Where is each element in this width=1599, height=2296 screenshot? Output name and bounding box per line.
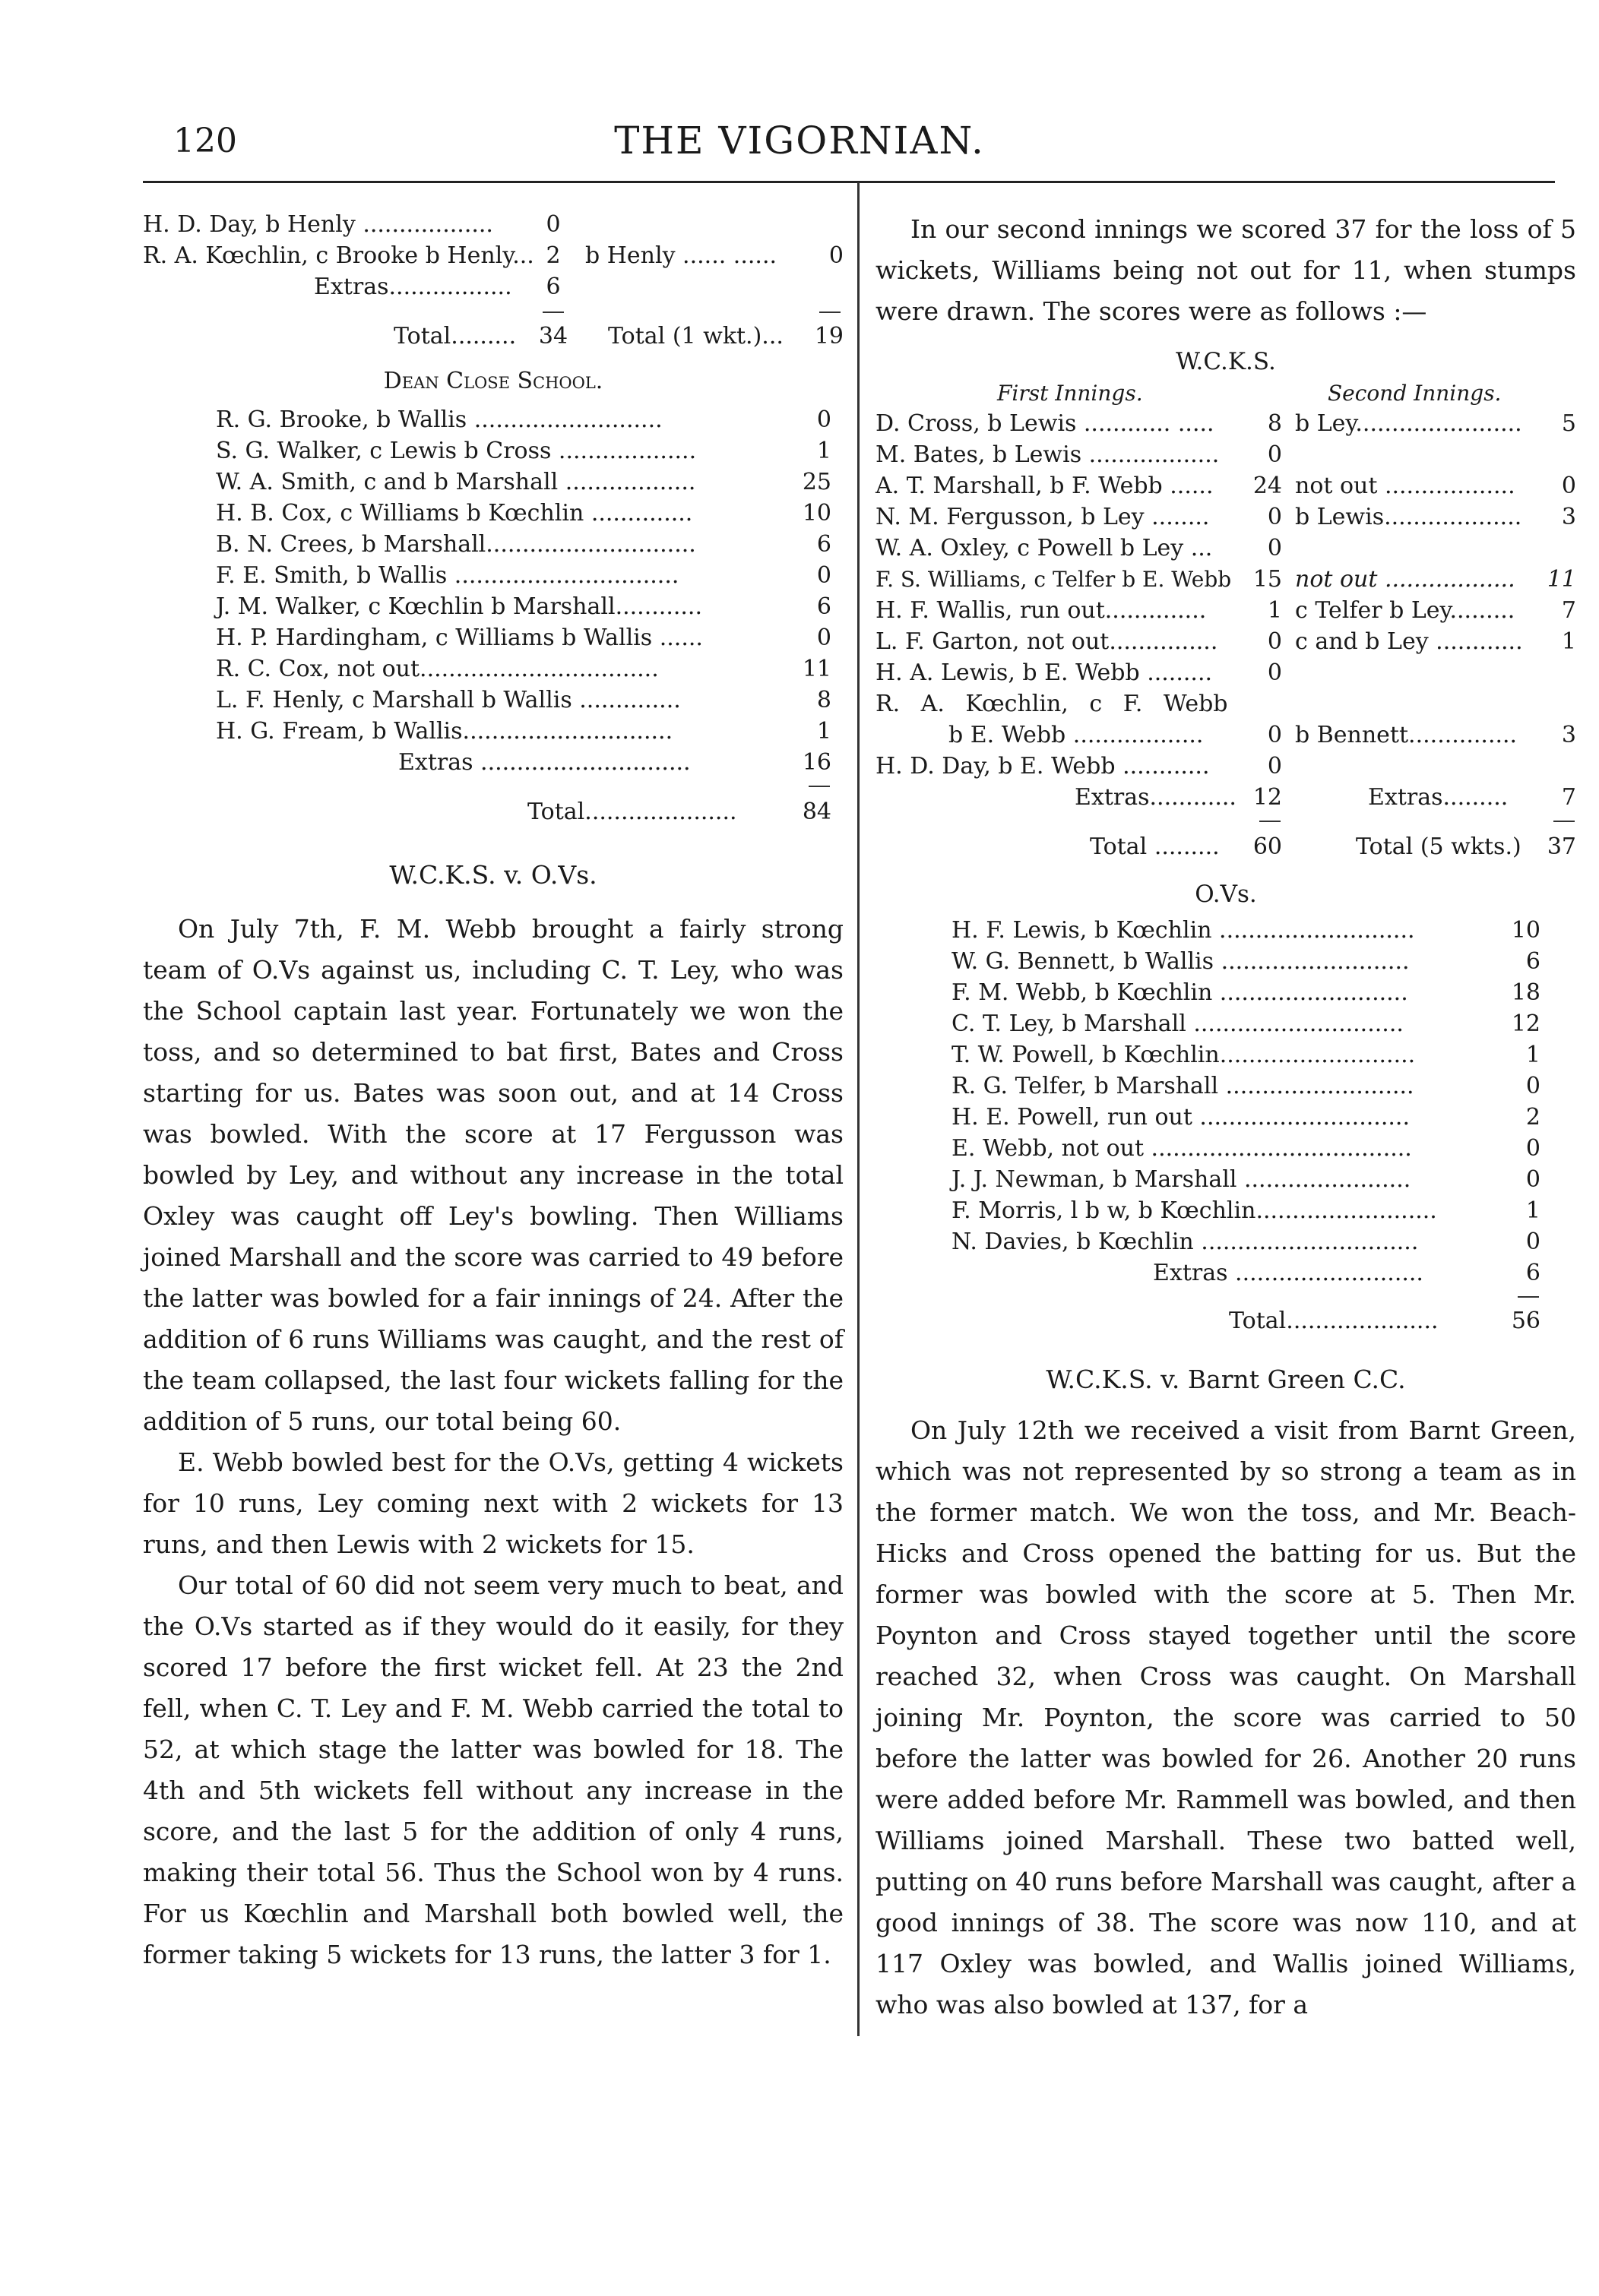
batsman: F. Morris, l b w, b Kœchlin......................... bbox=[951, 1197, 1437, 1224]
carry-over-scores bbox=[143, 209, 844, 354]
right-column bbox=[875, 209, 1576, 2026]
runs: 1 bbox=[1525, 1197, 1540, 1224]
batsman: R. C. Cox, not out................................. bbox=[216, 656, 659, 682]
batsman: J. J. Newman, b Marshall ....................... bbox=[951, 1166, 1411, 1193]
sum-rule bbox=[809, 786, 830, 787]
rule-row bbox=[875, 813, 1576, 830]
total2-runs: 19 bbox=[814, 323, 844, 349]
second-runs: 7 bbox=[1561, 784, 1576, 811]
batsman: W. A. Smith, c and b Marshall .................. bbox=[216, 469, 696, 495]
second-innings-label: Second Innings. bbox=[1328, 381, 1502, 406]
score-row bbox=[951, 1257, 1540, 1289]
runs: 12 bbox=[1511, 1010, 1540, 1037]
total-row bbox=[951, 1304, 1540, 1339]
score-row bbox=[951, 1039, 1540, 1071]
total-label: Total..................... bbox=[1229, 1308, 1439, 1334]
runs: 25 bbox=[802, 469, 831, 495]
score-row bbox=[951, 915, 1540, 946]
sum-rule bbox=[1259, 821, 1281, 822]
runs: 6 bbox=[1525, 1260, 1540, 1286]
second-runs: 3 bbox=[1561, 504, 1576, 530]
batsman: W. A. Oxley, c Powell b Ley ... bbox=[875, 535, 1213, 561]
page-title: THE VIGORNIAN. bbox=[614, 119, 985, 163]
batsman: N. Davies, b Kœchlin .............................. bbox=[951, 1229, 1419, 1255]
score-row bbox=[143, 240, 844, 271]
sum-rule bbox=[819, 312, 841, 313]
rule-row bbox=[216, 778, 831, 793]
score-row bbox=[951, 1008, 1540, 1039]
runs: 0 bbox=[1267, 753, 1282, 780]
batsman: H. A. Lewis, b E. Webb ......... bbox=[875, 659, 1213, 686]
total2-label: Total (5 wkts.) bbox=[1356, 833, 1521, 860]
second-extras-label: Extras......... bbox=[1368, 784, 1509, 811]
sum-rule bbox=[1553, 821, 1575, 822]
runs: 0 bbox=[1267, 441, 1282, 468]
second-innings: not out .................. bbox=[1295, 473, 1515, 499]
wcks-heading: W.C.K.S. bbox=[1176, 348, 1276, 375]
rule-row bbox=[143, 302, 844, 319]
runs: 6 bbox=[816, 531, 831, 558]
batsman: D. Cross, b Lewis ............ ..... bbox=[875, 410, 1214, 437]
runs: 0 bbox=[1267, 504, 1282, 530]
batsman: M. Bates, b Lewis .................. bbox=[875, 441, 1220, 468]
score-row bbox=[216, 622, 831, 653]
batsman: E. Webb, not out .................................... bbox=[951, 1135, 1412, 1162]
score-row bbox=[875, 751, 1576, 782]
batsman: H. B. Cox, c Williams b Kœchlin .............. bbox=[216, 500, 693, 527]
score-row bbox=[143, 209, 844, 240]
page-number: 120 bbox=[173, 122, 237, 160]
innings-labels bbox=[875, 379, 1576, 408]
batsman: L. F. Henly, c Marshall b Wallis .............. bbox=[216, 687, 681, 713]
sum-rule bbox=[543, 312, 564, 313]
runs: 1 bbox=[1525, 1042, 1540, 1068]
runs: 6 bbox=[1525, 948, 1540, 975]
batsman: F. S. Williams, c Telfer b E. Webb bbox=[875, 567, 1232, 592]
score-row bbox=[875, 408, 1576, 439]
score-row bbox=[875, 626, 1576, 657]
runs: 0 bbox=[1525, 1073, 1540, 1099]
runs: 0 bbox=[816, 562, 831, 589]
runs: 18 bbox=[1511, 979, 1540, 1006]
score-row bbox=[951, 1226, 1540, 1257]
second-runs: 0 bbox=[1561, 473, 1576, 499]
extras-label: Extras............ bbox=[1075, 784, 1236, 811]
score-row bbox=[216, 404, 831, 435]
wcks-scorecard bbox=[875, 408, 1576, 865]
score-row bbox=[875, 782, 1576, 813]
total-runs: 34 bbox=[538, 323, 568, 349]
dean-close-heading: Dean Close School. bbox=[383, 368, 603, 394]
runs: 0 bbox=[1525, 1166, 1540, 1193]
batsman: F. E. Smith, b Wallis ............................... bbox=[216, 562, 679, 589]
score-row bbox=[951, 1102, 1540, 1133]
runs: 0 bbox=[1267, 722, 1282, 748]
runs: 1 bbox=[816, 438, 831, 464]
batsman: N. M. Fergusson, b Ley ........ bbox=[875, 504, 1210, 530]
batsman: H. F. Lewis, b Kœchlin ........................... bbox=[951, 917, 1415, 944]
runs: 16 bbox=[802, 749, 831, 776]
ovs-match-heading: W.C.K.S. v. O.Vs. bbox=[389, 860, 597, 890]
second-innings: b Ley....................... bbox=[1295, 410, 1522, 437]
batsman: H. F. Wallis, run out.............. bbox=[875, 597, 1207, 624]
dean-close-scorecard bbox=[143, 404, 831, 831]
second-runs: 5 bbox=[1561, 410, 1576, 437]
runs: 2 bbox=[546, 242, 561, 269]
total-label: Total......... bbox=[394, 323, 517, 349]
runs: 8 bbox=[1267, 410, 1282, 437]
score-row bbox=[875, 564, 1576, 595]
runs: 0 bbox=[1525, 1229, 1540, 1255]
score-row bbox=[216, 747, 831, 778]
score-row bbox=[951, 1071, 1540, 1102]
runs: 0 bbox=[816, 625, 831, 651]
runs: 0 bbox=[1267, 628, 1282, 655]
runs: 6 bbox=[816, 593, 831, 620]
extras-label: Extras .......................... bbox=[1153, 1260, 1423, 1286]
runs: 24 bbox=[1252, 473, 1282, 499]
left-column bbox=[143, 209, 844, 1975]
second-runs: 1 bbox=[1561, 628, 1576, 655]
first-innings-label: First Innings. bbox=[997, 381, 1143, 406]
score-row bbox=[875, 439, 1576, 470]
batsman: F. M. Webb, b Kœchlin .......................... bbox=[951, 979, 1408, 1006]
second-innings: c and b Ley ............ bbox=[1295, 628, 1523, 655]
second-runs: 11 bbox=[1547, 566, 1576, 593]
barnt-green-heading: W.C.K.S. v. Barnt Green C.C. bbox=[1046, 1365, 1406, 1394]
report-paragraph: On July 7th, F. M. Webb brought a fairly strong team of O.Vs against us, including C. T. Ley, who was the School captain last year. Fortunately we won the toss, and so determined to bat first, Bates and Cross starting for us. Bates was soon out, and at 14 Cross was bowled. With the score at 17 Fergusson was bowled by Ley, and without any increase in the total Oxley was caught off Ley's bowling. Then Williams joined Marshall and the score was carried to 49 before the latter was bowled for a fair innings of 24. After the addition of 6 runs Williams was caught, and the rest of the team collapsed, the last four wickets falling for the addition of 5 runs, our total being 60. bbox=[143, 914, 844, 1436]
rule-row bbox=[951, 1289, 1540, 1304]
runs: 0 bbox=[1267, 535, 1282, 561]
batsman: H. P. Hardingham, c Williams b Wallis ...... bbox=[216, 625, 703, 651]
second-innings: b Bennett............... bbox=[1295, 722, 1518, 748]
runs: 0 bbox=[1525, 1135, 1540, 1162]
score-row bbox=[951, 1133, 1540, 1164]
match-report bbox=[143, 909, 844, 1975]
total-row bbox=[143, 319, 844, 354]
second-runs: 3 bbox=[1561, 722, 1576, 748]
batsman: H. D. Day, b E. Webb ............ bbox=[875, 753, 1210, 780]
second-runs: 7 bbox=[1561, 597, 1576, 624]
batsman: A. T. Marshall, b F. Webb ...... bbox=[875, 473, 1214, 499]
second-innings: not out .................. bbox=[1295, 566, 1515, 593]
total-row bbox=[875, 830, 1576, 865]
extras-label: Extras................. bbox=[314, 274, 512, 300]
extras-label: Extras ............................. bbox=[398, 749, 691, 776]
total-runs: 84 bbox=[802, 799, 831, 825]
header-rule bbox=[143, 181, 1555, 183]
batsman: L. F. Garton, not out............... bbox=[875, 628, 1218, 655]
runs: 1 bbox=[816, 718, 831, 745]
runs: 8 bbox=[816, 687, 831, 713]
score-row bbox=[875, 595, 1576, 626]
runs: 1 bbox=[1267, 597, 1282, 624]
score-row bbox=[875, 719, 1576, 751]
ovs-heading: O.Vs. bbox=[1195, 881, 1257, 908]
batsman: C. T. Ley, b Marshall ............................. bbox=[951, 1010, 1404, 1037]
runs: 0 bbox=[1267, 659, 1282, 686]
batsman: b E. Webb .................. bbox=[948, 722, 1204, 748]
second-innings: b Henly ...... ...... bbox=[585, 242, 777, 269]
total-runs: 60 bbox=[1252, 833, 1282, 860]
total-label: Total ......... bbox=[1090, 833, 1220, 860]
batsman: H. D. Day, b Henly .................. bbox=[143, 211, 493, 238]
sum-rule bbox=[1518, 1296, 1539, 1298]
runs: 6 bbox=[546, 274, 561, 300]
report-paragraph: Our total of 60 did not seem very much to beat, and the O.Vs started as if they would do it easily, for they scored 17 before the first wicket fell. At 23 the 2nd fell, when C. T. Ley and F. M. Webb carried the total to 52, at which stage the latter was bowled for 18. The 4th and 5th wickets fell without any increase in the score, and the last 5 for the addition of only 4 runs, making their total 56. Thus the School won by 4 runs. For us Kœchlin and Marshall both bowled well, the former taking 5 wickets for 13 runs, the latter 3 for 1. bbox=[143, 1570, 844, 1969]
ovs-scorecard bbox=[951, 915, 1540, 1339]
score-row bbox=[216, 591, 831, 622]
runs: 10 bbox=[1511, 917, 1540, 944]
batsman: R. A. Kœchlin, c Brooke b Henly... bbox=[143, 242, 534, 269]
score-row bbox=[875, 501, 1576, 533]
score-row bbox=[951, 1164, 1540, 1195]
batsman: R. G. Telfer, b Marshall .......................... bbox=[951, 1073, 1414, 1099]
score-row bbox=[875, 533, 1576, 564]
score-row bbox=[951, 977, 1540, 1008]
total2-label: Total (1 wkt.)... bbox=[608, 323, 784, 349]
runs: 2 bbox=[1525, 1104, 1540, 1131]
batsman: S. G. Walker, c Lewis b Cross ................... bbox=[216, 438, 697, 464]
intro-paragraph: In our second innings we scored 37 for the loss of 5 wickets, Williams being not out for 11, when stumps were drawn. The scores were as follows :— bbox=[875, 214, 1576, 326]
score-row bbox=[143, 271, 844, 302]
total2-runs: 37 bbox=[1547, 833, 1576, 860]
runs: 12 bbox=[1252, 784, 1282, 811]
second-innings: b Lewis................... bbox=[1295, 504, 1522, 530]
second-runs: 0 bbox=[828, 242, 844, 269]
score-row bbox=[216, 685, 831, 716]
batsman: H. E. Powell, run out ............................. bbox=[951, 1104, 1410, 1131]
score-row bbox=[216, 466, 831, 498]
score-row bbox=[951, 946, 1540, 977]
total-runs: 56 bbox=[1511, 1308, 1540, 1334]
total-label: Total..................... bbox=[527, 799, 737, 825]
score-row bbox=[875, 470, 1576, 501]
score-row bbox=[951, 1195, 1540, 1226]
runs: 0 bbox=[816, 406, 831, 433]
score-row bbox=[216, 653, 831, 685]
batsman: B. N. Crees, b Marshall............................. bbox=[216, 531, 696, 558]
batsman: W. G. Bennett, b Wallis .......................... bbox=[951, 948, 1410, 975]
second-innings: c Telfer b Ley......... bbox=[1295, 597, 1515, 624]
score-row bbox=[875, 688, 1576, 719]
report-paragraph: E. Webb bowled best for the O.Vs, getting 4 wickets for 10 runs, Ley coming next with 2 wickets for 13 runs, and then Lewis with 2 wickets for 15. bbox=[143, 1447, 844, 1559]
runs: 0 bbox=[546, 211, 561, 238]
score-row bbox=[216, 560, 831, 591]
score-row bbox=[875, 657, 1576, 688]
batsman: R. A. Kœchlin, c F. Webb bbox=[875, 691, 1228, 717]
score-row bbox=[216, 716, 831, 747]
batsman: H. G. Fream, b Wallis............................. bbox=[216, 718, 673, 745]
runs: 11 bbox=[802, 656, 831, 682]
score-row bbox=[216, 498, 831, 529]
runs: 10 bbox=[802, 500, 831, 527]
batsman: T. W. Powell, b Kœchlin........................... bbox=[951, 1042, 1416, 1068]
total-row bbox=[216, 793, 831, 831]
batsman: J. M. Walker, c Kœchlin b Marshall............ bbox=[216, 593, 703, 620]
column-divider bbox=[857, 182, 860, 2036]
batsman: R. G. Brooke, b Wallis .......................... bbox=[216, 406, 663, 433]
score-row bbox=[216, 529, 831, 560]
runs: 15 bbox=[1252, 566, 1282, 593]
barnt-green-report: On July 12th we received a visit from Barnt Green, which was not represented by so strong a team as in the former match. We won the toss, and Mr. Beach-Hicks and Cross opened the batting for us. But the former was bowled with the score at 5. Then Mr. Poynton and Cross stayed together until the score reached 32, when Cross was caught. On Marshall joining Mr. Poynton, the score was carried to 50 before the latter was bowled for 26. Another 20 runs were added before Mr. Rammell was bowled, and then Williams joined Marshall. These two batted well, putting on 40 runs before Marshall was caught, after a good innings of 38. The score was now 110, and at 117 Oxley was bowled, and Wallis joined Williams, who was also bowled at 137, for a bbox=[875, 1415, 1576, 2019]
score-row bbox=[216, 435, 831, 466]
